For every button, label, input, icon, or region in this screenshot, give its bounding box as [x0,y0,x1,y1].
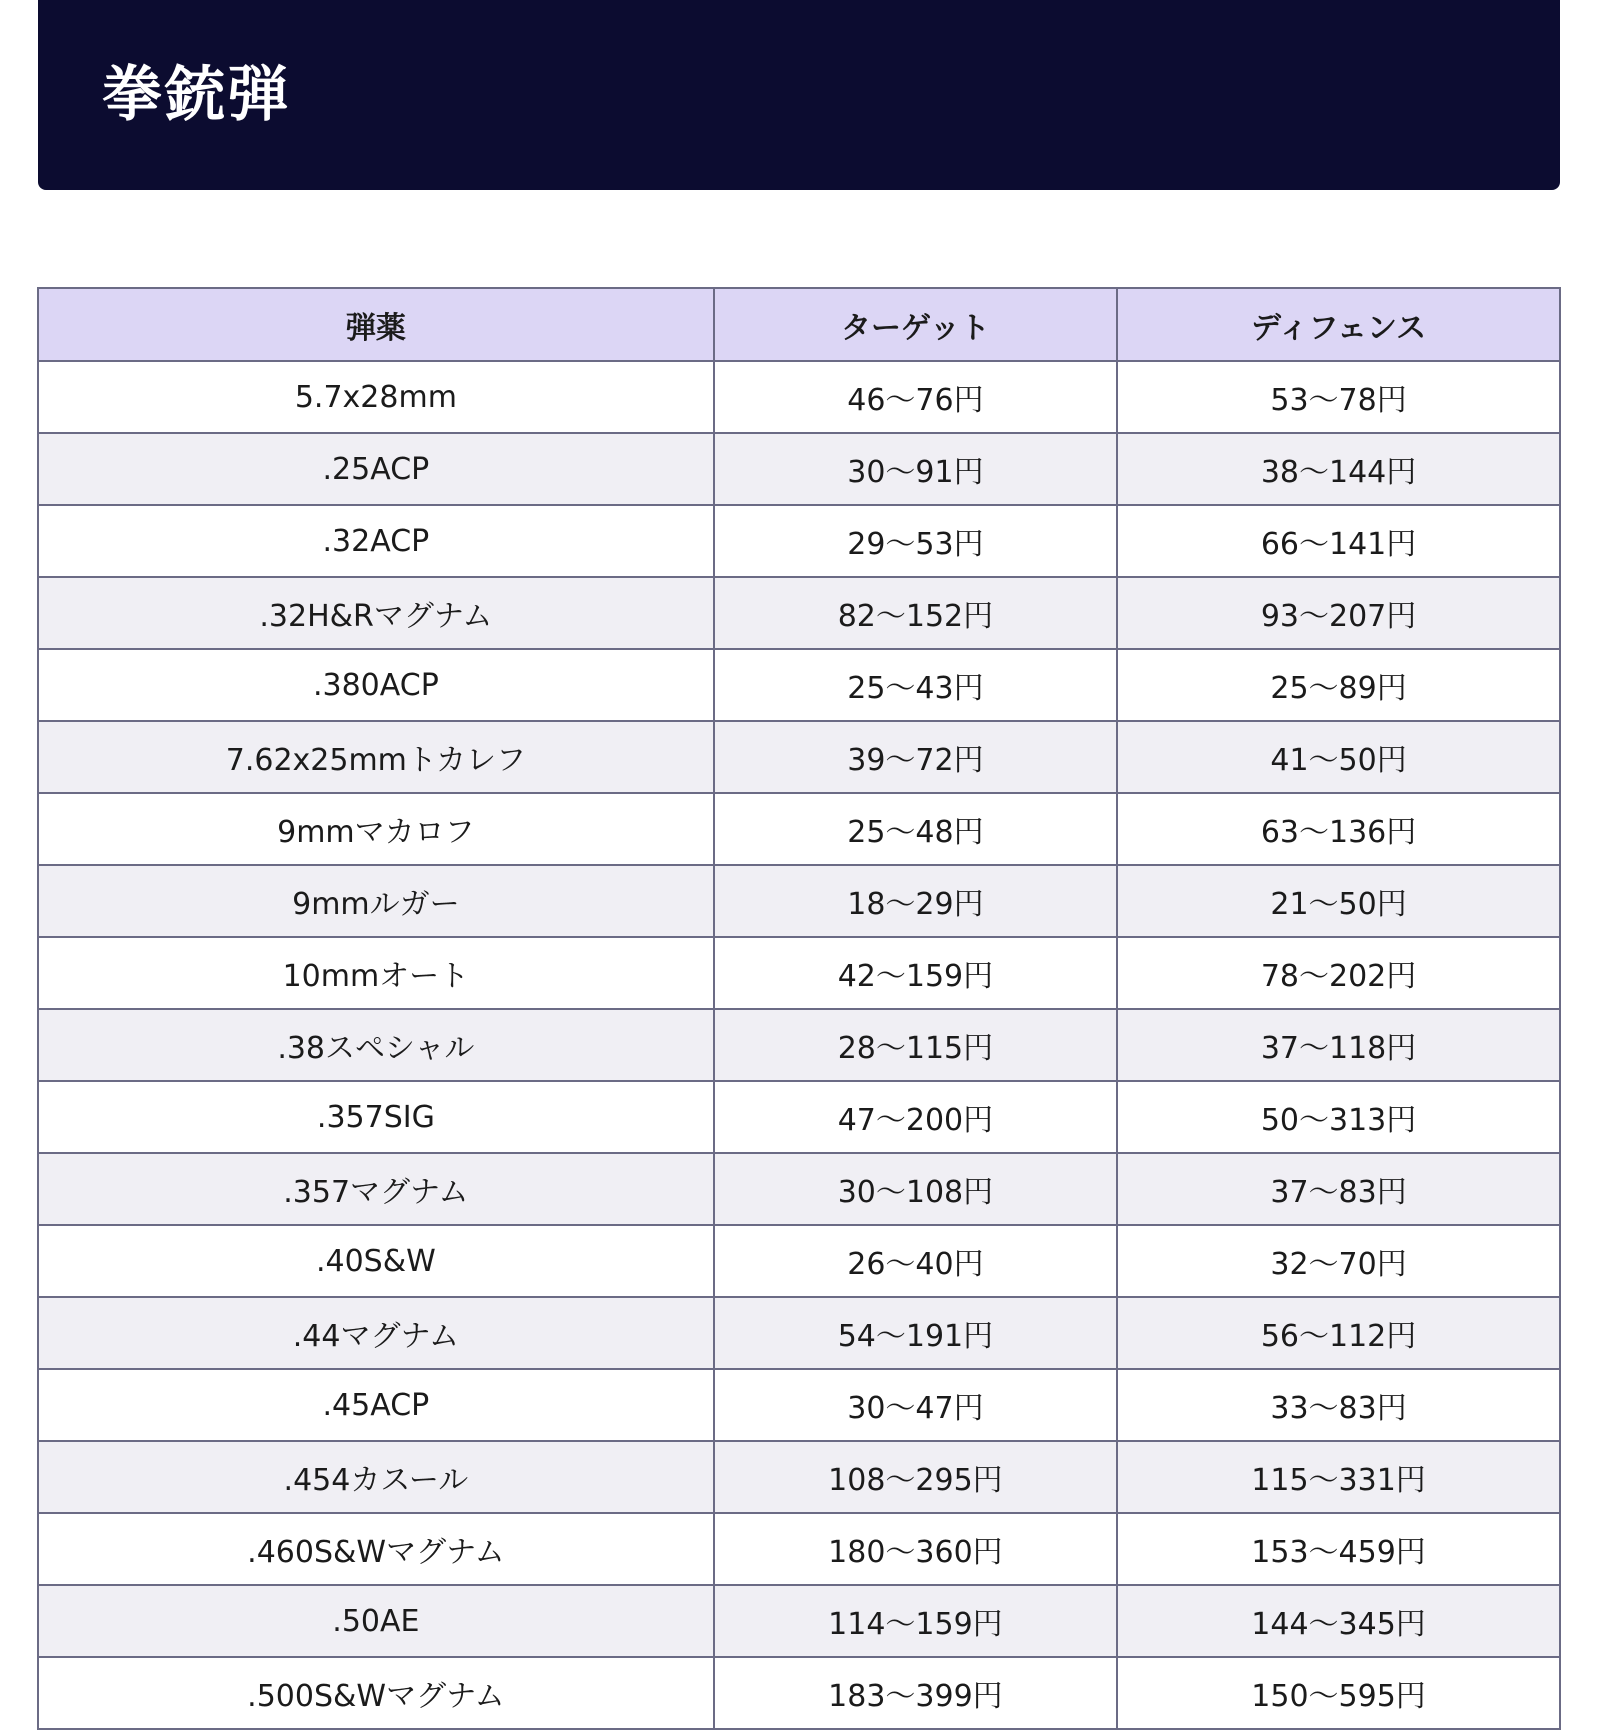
table-row [38,1513,1560,1585]
defense-price-cell: 78〜202円 [1117,937,1560,1009]
table-header [38,288,1560,361]
ammo-name-cell: .38スペシャル [38,1009,714,1081]
table-row [38,865,1560,937]
defense-price-cell: 50〜313円 [1117,1081,1560,1153]
target-price-cell: 39〜72円 [714,721,1117,793]
table-row [38,1081,1560,1153]
ammo-name-cell: .357マグナム [38,1153,714,1225]
target-price-cell: 46〜76円 [714,361,1117,433]
target-price-cell: 114〜159円 [714,1585,1117,1657]
target-price-cell: 25〜48円 [714,793,1117,865]
ammo-name-cell: 9mmルガー [38,865,714,937]
column-header-defense: ディフェンス [1117,288,1560,361]
ammo-name-cell: .380ACP [38,649,714,721]
table-row [38,1657,1560,1729]
ammo-name-cell: .32ACP [38,505,714,577]
target-price-cell: 26〜40円 [714,1225,1117,1297]
table-row [38,1153,1560,1225]
defense-price-cell: 144〜345円 [1117,1585,1560,1657]
defense-price-cell: 37〜118円 [1117,1009,1560,1081]
table-row [38,505,1560,577]
defense-price-cell: 33〜83円 [1117,1369,1560,1441]
target-price-cell: 183〜399円 [714,1657,1117,1729]
target-price-cell: 29〜53円 [714,505,1117,577]
page-title: 拳銃弾 [102,60,291,130]
ammo-name-cell: .32H&Rマグナム [38,577,714,649]
target-price-cell: 28〜115円 [714,1009,1117,1081]
table-row [38,721,1560,793]
target-price-cell: 180〜360円 [714,1513,1117,1585]
defense-price-cell: 53〜78円 [1117,361,1560,433]
table-row [38,649,1560,721]
ammo-name-cell: 5.7x28mm [38,361,714,433]
table-row [38,1441,1560,1513]
defense-price-cell: 21〜50円 [1117,865,1560,937]
defense-price-cell: 150〜595円 [1117,1657,1560,1729]
table-row [38,793,1560,865]
table-header-row [38,288,1560,361]
table-row [38,937,1560,1009]
ammo-name-cell: 10mmオート [38,937,714,1009]
target-price-cell: 54〜191円 [714,1297,1117,1369]
table-row [38,361,1560,433]
ammo-name-cell: .357SIG [38,1081,714,1153]
ammo-name-cell: 9mmマカロフ [38,793,714,865]
target-price-cell: 47〜200円 [714,1081,1117,1153]
target-price-cell: 82〜152円 [714,577,1117,649]
column-header-target: ターゲット [714,288,1117,361]
column-header-ammo: 弾薬 [38,288,714,361]
target-price-cell: 30〜108円 [714,1153,1117,1225]
target-price-cell: 30〜47円 [714,1369,1117,1441]
defense-price-cell: 32〜70円 [1117,1225,1560,1297]
page-header-banner [38,0,1560,190]
defense-price-cell: 115〜331円 [1117,1441,1560,1513]
ammo-price-table-container [37,287,1561,1730]
ammo-table-body [38,361,1560,1729]
ammo-name-cell: .500S&Wマグナム [38,1657,714,1729]
table-row [38,1009,1560,1081]
target-price-cell: 42〜159円 [714,937,1117,1009]
ammo-name-cell: .40S&W [38,1225,714,1297]
table-row [38,1297,1560,1369]
ammo-price-table [37,287,1561,1730]
ammo-name-cell: .25ACP [38,433,714,505]
ammo-name-cell: .44マグナム [38,1297,714,1369]
target-price-cell: 30〜91円 [714,433,1117,505]
ammo-name-cell: .45ACP [38,1369,714,1441]
ammo-name-cell: 7.62x25mmトカレフ [38,721,714,793]
target-price-cell: 18〜29円 [714,865,1117,937]
table-row [38,433,1560,505]
defense-price-cell: 93〜207円 [1117,577,1560,649]
target-price-cell: 25〜43円 [714,649,1117,721]
ammo-name-cell: .454カスール [38,1441,714,1513]
defense-price-cell: 25〜89円 [1117,649,1560,721]
table-row [38,1225,1560,1297]
target-price-cell: 108〜295円 [714,1441,1117,1513]
ammo-name-cell: .50AE [38,1585,714,1657]
defense-price-cell: 37〜83円 [1117,1153,1560,1225]
defense-price-cell: 38〜144円 [1117,433,1560,505]
ammo-name-cell: .460S&Wマグナム [38,1513,714,1585]
defense-price-cell: 63〜136円 [1117,793,1560,865]
table-row [38,1369,1560,1441]
defense-price-cell: 153〜459円 [1117,1513,1560,1585]
table-row [38,577,1560,649]
defense-price-cell: 41〜50円 [1117,721,1560,793]
defense-price-cell: 56〜112円 [1117,1297,1560,1369]
table-row [38,1585,1560,1657]
defense-price-cell: 66〜141円 [1117,505,1560,577]
